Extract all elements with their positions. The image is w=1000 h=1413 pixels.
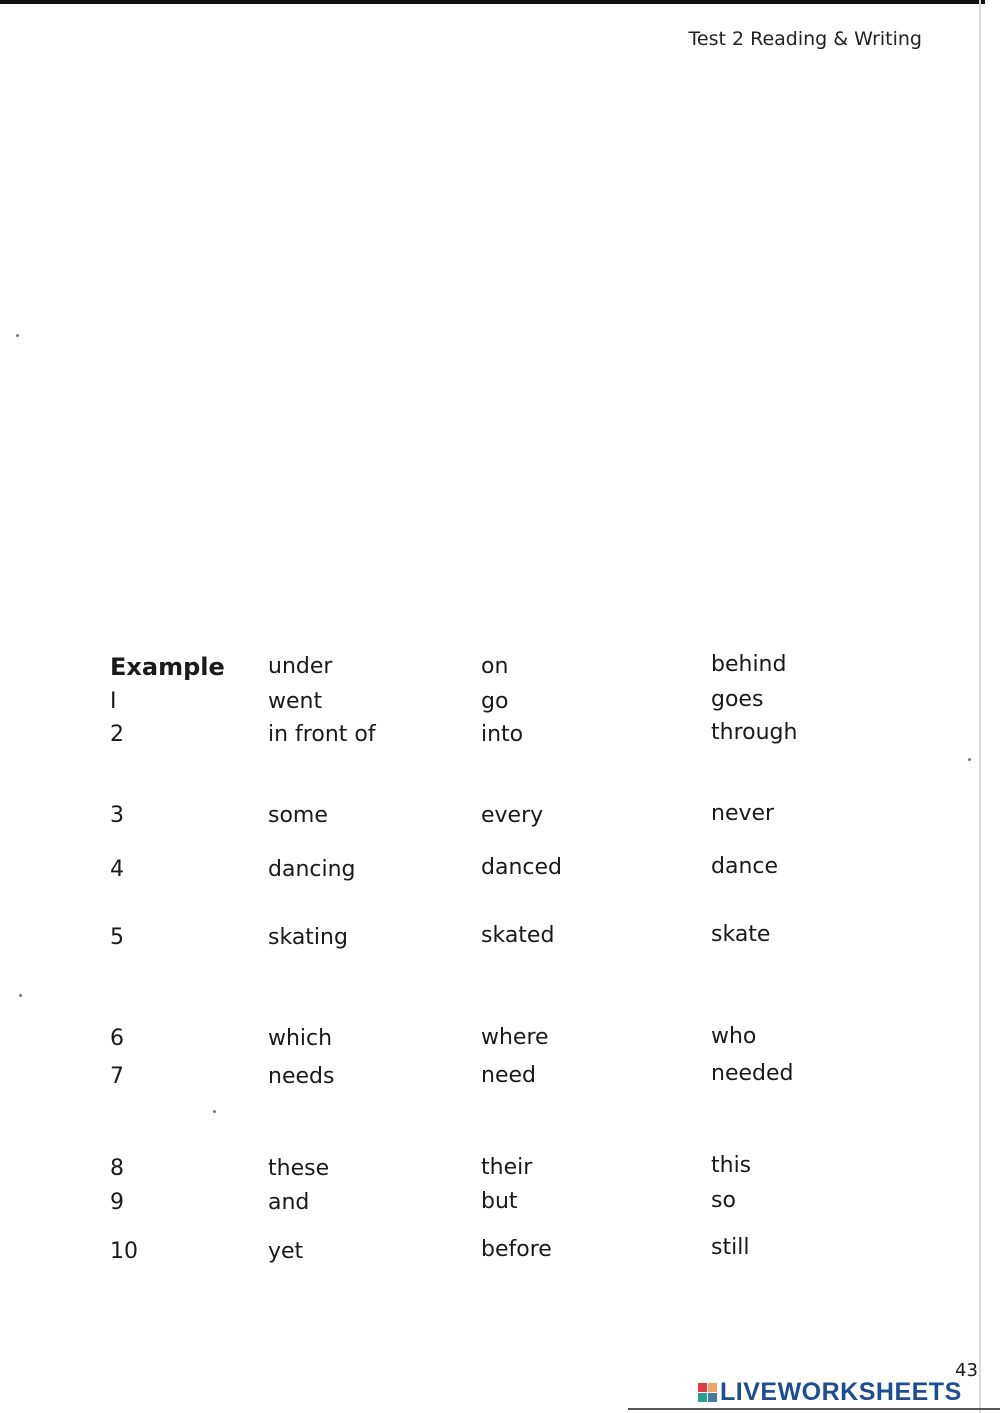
option-b: where: [481, 1025, 549, 1050]
scan-speck: [16, 334, 19, 337]
option-b: every: [481, 803, 544, 828]
row-label: 10: [110, 1239, 138, 1264]
question-row: [0, 1062, 1000, 1092]
row-label: 7: [110, 1064, 124, 1089]
option-a: yet: [268, 1239, 304, 1264]
question-row: [0, 687, 1000, 717]
option-b: danced: [481, 855, 562, 880]
option-a: under: [268, 654, 333, 679]
brand-name: LIVEWORKSHEETS: [720, 1378, 962, 1406]
liveworksheets-logo-icon: [698, 1383, 717, 1402]
option-c: this: [711, 1153, 752, 1178]
question-row: [0, 1154, 1000, 1184]
option-c: skate: [711, 922, 771, 947]
option-b: their: [481, 1155, 533, 1180]
option-b: on: [481, 654, 509, 679]
option-b: into: [481, 722, 524, 747]
footer-rule: [628, 1408, 1000, 1410]
option-b: before: [481, 1237, 552, 1262]
option-b: go: [481, 689, 509, 714]
option-a: needs: [268, 1064, 335, 1089]
question-row: [0, 801, 1000, 831]
logo-square: [698, 1393, 707, 1402]
option-c: through: [711, 720, 798, 745]
scan-speck: [968, 758, 971, 761]
option-c: never: [711, 801, 775, 826]
question-row: [0, 720, 1000, 750]
top-rule: [0, 0, 985, 4]
option-a: these: [268, 1156, 330, 1181]
option-b: need: [481, 1063, 536, 1088]
logo-square: [708, 1393, 717, 1402]
option-a: in front of: [268, 722, 376, 747]
option-c: so: [711, 1188, 736, 1213]
row-label: 2: [110, 722, 124, 747]
logo-square: [708, 1383, 717, 1392]
option-a: and: [268, 1190, 310, 1215]
option-a: went: [268, 689, 323, 714]
row-label: 6: [110, 1026, 124, 1051]
question-row: [0, 1237, 1000, 1267]
option-c: who: [711, 1024, 757, 1049]
row-label: 3: [110, 803, 124, 828]
row-label: I: [110, 689, 117, 714]
logo-square: [698, 1383, 707, 1392]
option-c: behind: [711, 652, 787, 677]
page-number: 43: [955, 1360, 978, 1381]
example-row: [0, 652, 1000, 682]
question-row: [0, 1188, 1000, 1218]
scan-speck: [19, 994, 22, 997]
row-label: Example: [110, 653, 225, 681]
option-c: still: [711, 1235, 750, 1260]
question-row: [0, 855, 1000, 885]
option-a: some: [268, 803, 328, 828]
option-a: skating: [268, 925, 348, 950]
option-c: needed: [711, 1061, 794, 1086]
option-c: dance: [711, 854, 779, 879]
page-header: Test 2 Reading & Writing: [688, 28, 922, 50]
row-label: 9: [110, 1190, 124, 1215]
option-a: which: [268, 1026, 333, 1051]
option-a: dancing: [268, 857, 356, 882]
option-b: but: [481, 1189, 518, 1214]
option-c: goes: [711, 687, 764, 712]
liveworksheets-watermark: [698, 1378, 962, 1407]
row-label: 8: [110, 1156, 124, 1181]
row-label: 5: [110, 925, 124, 950]
option-b: skated: [481, 923, 555, 948]
scan-speck: [213, 1110, 216, 1113]
row-label: 4: [110, 857, 124, 882]
question-row: [0, 1024, 1000, 1054]
question-row: [0, 923, 1000, 953]
